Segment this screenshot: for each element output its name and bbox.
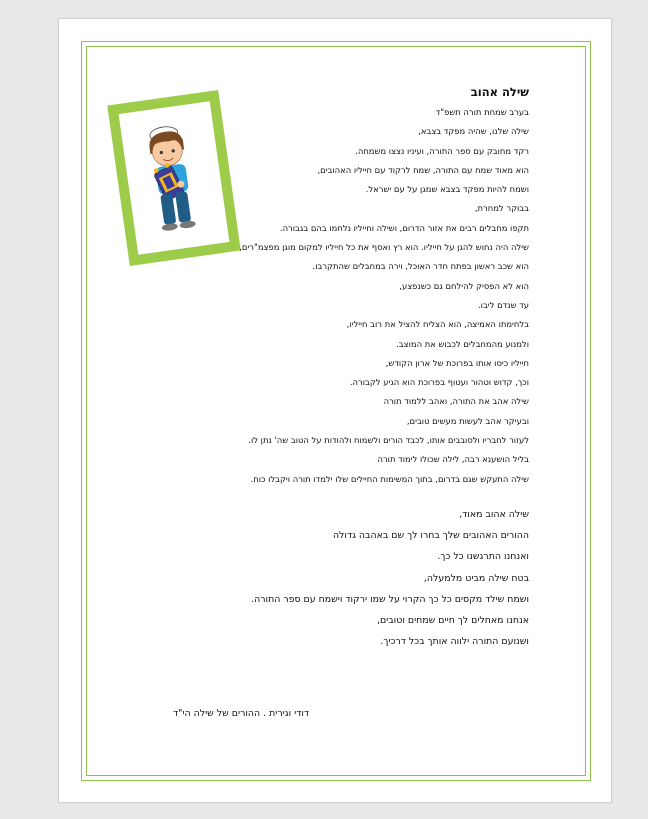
text-line: בבוקר למחרת, — [474, 203, 529, 214]
text-line: ושמח שילד מקסים כל כך הקרוי על שמו ירקוד וישמח עם ספר התורה. — [251, 593, 529, 605]
text-line: בערב שמחת תורה תשפ"ד — [435, 107, 529, 117]
text-line: ולמנוע מהמחבלים לכבוש את המוצב. — [396, 338, 529, 349]
poem-stanza-2 — [209, 509, 529, 649]
text-line: חייליו כיסו אותו בפרוכת של ארון הקודש, — [385, 357, 529, 368]
text-line: הוא שכב ראשון בפתח חדר האוכל, וירה במחבלים שהתקרבו. — [312, 261, 529, 272]
text-line: תקפו מחבלים רבים את אזור הדרום, ושילה וחייליו נלחמו בהם בגבורה. — [279, 222, 529, 233]
text-line: וכך, קדוש וטהור ועטוף בפרוכת הוא הגיע לקבורה. — [349, 377, 529, 388]
document-title: שילה אהוב — [470, 85, 529, 99]
text-line: עד שנדם ליבו. — [478, 299, 529, 310]
text-line: רקד מחובק עם ספר התורה, ועיניו נצצו משמחה. — [355, 145, 529, 156]
text-line: בלחימתו האמיצה, הוא הצליח להציל את רוב חייליו, — [346, 319, 529, 330]
signature-line: דודי וגירית . ההורים של שילה הי"ד — [173, 708, 310, 719]
text-line: שילה היה נחוש להגן על חייליו. הוא רץ ואסף את כל חייליו למקום מוגן מפצמ"רים, — [239, 242, 529, 253]
text-line: ושמח להיות מפקד בצבא שמגן על עם ישראל. — [365, 184, 529, 195]
text-line: ובעיקר אהב לעשות מעשים טובים, — [406, 415, 529, 426]
text-line: ושנועם התורה ילווה אותך בכל דרכיך. — [380, 636, 529, 648]
document-page — [58, 18, 612, 803]
text-line: שילה אהב את התורה, ואהב ללמוד תורה — [383, 396, 529, 407]
text-line: אנחנו מאחלים לך חיים שמחים וטובים, — [376, 615, 529, 627]
text-line: לעזור לחבריו ולסובבים אותו, לכבד הורים ולשמוח ולהודות על הטוב שה' נתן לו. — [248, 435, 529, 446]
text-line: בליל הושענא רבה, לילה שכולו לימוד תורה — [377, 454, 529, 465]
text-line: ההורים האהובים שלך בחרו לך שם באהבה גדולה — [332, 529, 529, 541]
text-line: ואנחנו התרגשנו כל כך. — [437, 551, 529, 563]
text-line: שילה אהוב מאוד, — [459, 508, 529, 520]
text-line: הוא לא הפסיק להילחם גם כשנפצע, — [399, 280, 529, 291]
text-line: בטח שילה מביט מלמעלה, — [423, 572, 529, 584]
text-line: הוא מאוד שמח עם התורה, שמח לרקוד עם חייליו האהובים, — [317, 164, 529, 175]
boy-illustration — [132, 115, 216, 241]
text-line: שילה שלנו, שהיה מפקד בצבא, — [418, 126, 529, 137]
text-line: שילה התעקש שגם בדרום, בתוך המשימות החיילים שלו ילמדו תורה ויקבלו כוח. — [250, 473, 529, 484]
poem-stanza-1 — [209, 107, 529, 485]
document-text — [209, 85, 529, 658]
